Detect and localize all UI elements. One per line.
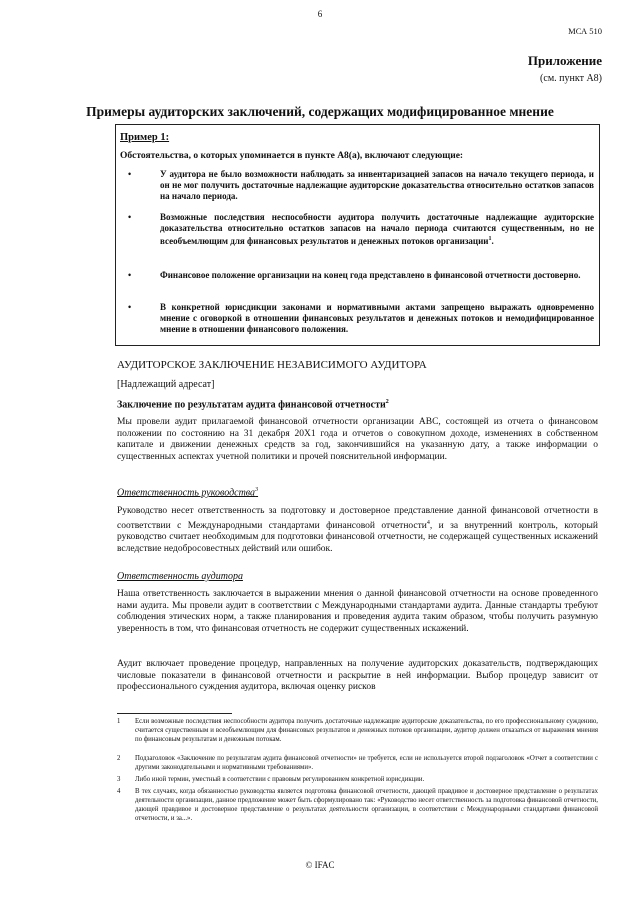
standard-code: МСА 510	[568, 26, 602, 36]
footnote-ref: 1	[488, 236, 492, 242]
management-heading	[117, 487, 258, 498]
auditor-heading: Ответственность аудитора	[117, 571, 243, 582]
footnote-item	[117, 787, 598, 833]
footnote-item	[117, 775, 598, 786]
bullet-text: В конкретной юрисдикции законами и нормативными актами запрещено выражать одновременно мнение с оговоркой в отношении финансовых результатов и денежных потоков и немодифицированное мнение в отношении финансового положения.	[160, 302, 594, 334]
bullet-item	[120, 302, 594, 338]
bullet-item	[120, 169, 594, 203]
bullet-icon: •	[128, 270, 132, 280]
paragraph-management-a: Руководство несет ответственность за подготовку и достоверное представление данной финансовой отчетности в соответствии с Международными стандартами финансовой отчетности	[117, 506, 598, 531]
footnote-text: Либо иной термин, уместный в соответствии с правовым регулированием конкретной юрисдикции.	[135, 776, 425, 783]
page-number: 6	[317, 9, 323, 19]
report-heading-text: Заключение по результатам аудита финансовой отчетности	[117, 399, 386, 411]
footnote-ref: 3	[255, 487, 259, 493]
report-addressee: [Надлежащий адресат]	[117, 379, 215, 390]
footnote-text: Подзаголовок «Заключение по результатам аудита финансовой отчетности» не требуется, если не используется второй подзаголовок «Отчет в соответствии с другими законодательными и нормативными требованиями».	[135, 755, 598, 771]
paragraph-auditor: Наша ответственность заключается в выражении мнения о данной финансовой отчетности на основе проведенного нами аудита. Мы провели аудит в соответствии с Международными стандартами аудита. Данные стандарты требуют соблюдения этических норм, а также планирования и проведения аудита таким образом, чтобы получить разумную уверенность в том, что финансовая отчетность не содержит существенных искажений.	[117, 589, 598, 634]
footnote-number: 1	[117, 718, 121, 725]
footnote-number: 3	[117, 776, 121, 783]
bullet-item	[120, 212, 594, 258]
bullet-item	[120, 270, 594, 294]
footer-copyright: © IFAC	[305, 860, 335, 870]
appendix-ref: (см. пункт А8)	[540, 73, 602, 84]
footnote-text: В тех случаях, когда обязанностью руководства является подготовка финансовой отчетности, дающей правдивое и достоверное представление о результатах деятельности организации, данное предложение может быть сформулировано так: «Руководство несет ответственность за подготовка финансовой отчетности, дающей правдивое и достоверное представление о результатах деятельности организации, в соответствии с Международными стандартами финансовой отчетности, и за...».	[135, 788, 598, 822]
bullet-text: У аудитора не было возможности наблюдать за инвентаризацией запасов на начало текущего периода, и он не мог получить достаточные надлежащие аудиторские доказательства относительно остатков запасов на начало периода.	[160, 169, 594, 201]
example-title: Пример 1:	[120, 132, 170, 143]
footnote-item	[117, 754, 598, 774]
footnote-divider	[117, 713, 232, 714]
bullet-icon: •	[128, 169, 132, 179]
paragraph-management-b: , и за внутренний контроль, который руководство считает необходимым для подготовки финансовой отчетности, не содержащей существенных искажений вследствие недобросовестных действий или ошибок.	[117, 520, 598, 554]
footnote-text: Если возможные последствия неспособности аудитора получить достаточные надлежащие аудиторские доказательства, по его профессиональному суждению, считается существенным и всеобъемлющим для финансовых результатов и денежных потоков организации, аудитор должен отказаться от выражения мнения по финансовым результатам и денежным потокам.	[135, 718, 598, 743]
paragraph-scope: Мы провели аудит прилагаемой финансовой отчетности организации АВС, состоящей из отчета о финансовом положении по состоянию на 31 декабря 20Х1 года и отчетов о совокупном доходе, изменениях в собственном капитале и движении денежных средств за год, закончившийся на указанную дату, а также информации о существенных аспектах учетной политики и прочей пояснительной информации.	[117, 417, 598, 462]
footnote-number: 2	[117, 755, 121, 762]
bullet-icon: •	[128, 212, 132, 222]
management-heading-text: Ответственность руководства	[117, 487, 256, 499]
footnote-number: 4	[117, 788, 121, 795]
report-heading	[117, 399, 389, 410]
bullet-text: Возможные последствия неспособности аудитора получить достаточные надлежащие аудиторские доказательства относительно остатков запасов на начало периода считаются существенным, но не всеобъемлющим для финансовых результатов и денежных потоков организации	[160, 212, 594, 246]
bullet-text-wrap: Возможные последствия неспособности аудитора получить достаточные надлежащие аудиторские доказательства относительно остатков запасов на начало периода считаются существенным, но не всеобъемлющим для финансовых результатов и денежных потоков организации$^1$.	[160, 212, 594, 246]
bullet-text: Финансовое положение организации на конец года представлено в финансовой отчетности достоверно.	[160, 270, 581, 280]
main-title: Примеры аудиторских заключений, содержащих модифицированное мнение	[86, 104, 554, 119]
report-title: АУДИТОРСКОЕ ЗАКЛЮЧЕНИЕ НЕЗАВИСИМОГО АУДИТОРА	[117, 359, 427, 371]
example-intro: Обстоятельства, о которых упоминается в пункте А8(а), включают следующие:	[120, 151, 464, 161]
footnote-ref: 4	[426, 519, 430, 526]
bullet-icon: •	[128, 302, 132, 312]
appendix-title: Приложение	[527, 53, 602, 68]
paragraph-management	[117, 506, 598, 555]
footnote-item	[117, 717, 598, 753]
footnote-ref: 2	[385, 399, 389, 405]
paragraph-procedures: Аудит включает проведение процедур, направленных на получение аудиторских доказательств, подтверждающих числовые показатели в финансовой отчетности и раскрытие в ней информации. Выбор процедур зависит от профессионального суждения аудитора, включая оценку рисков	[117, 659, 598, 692]
